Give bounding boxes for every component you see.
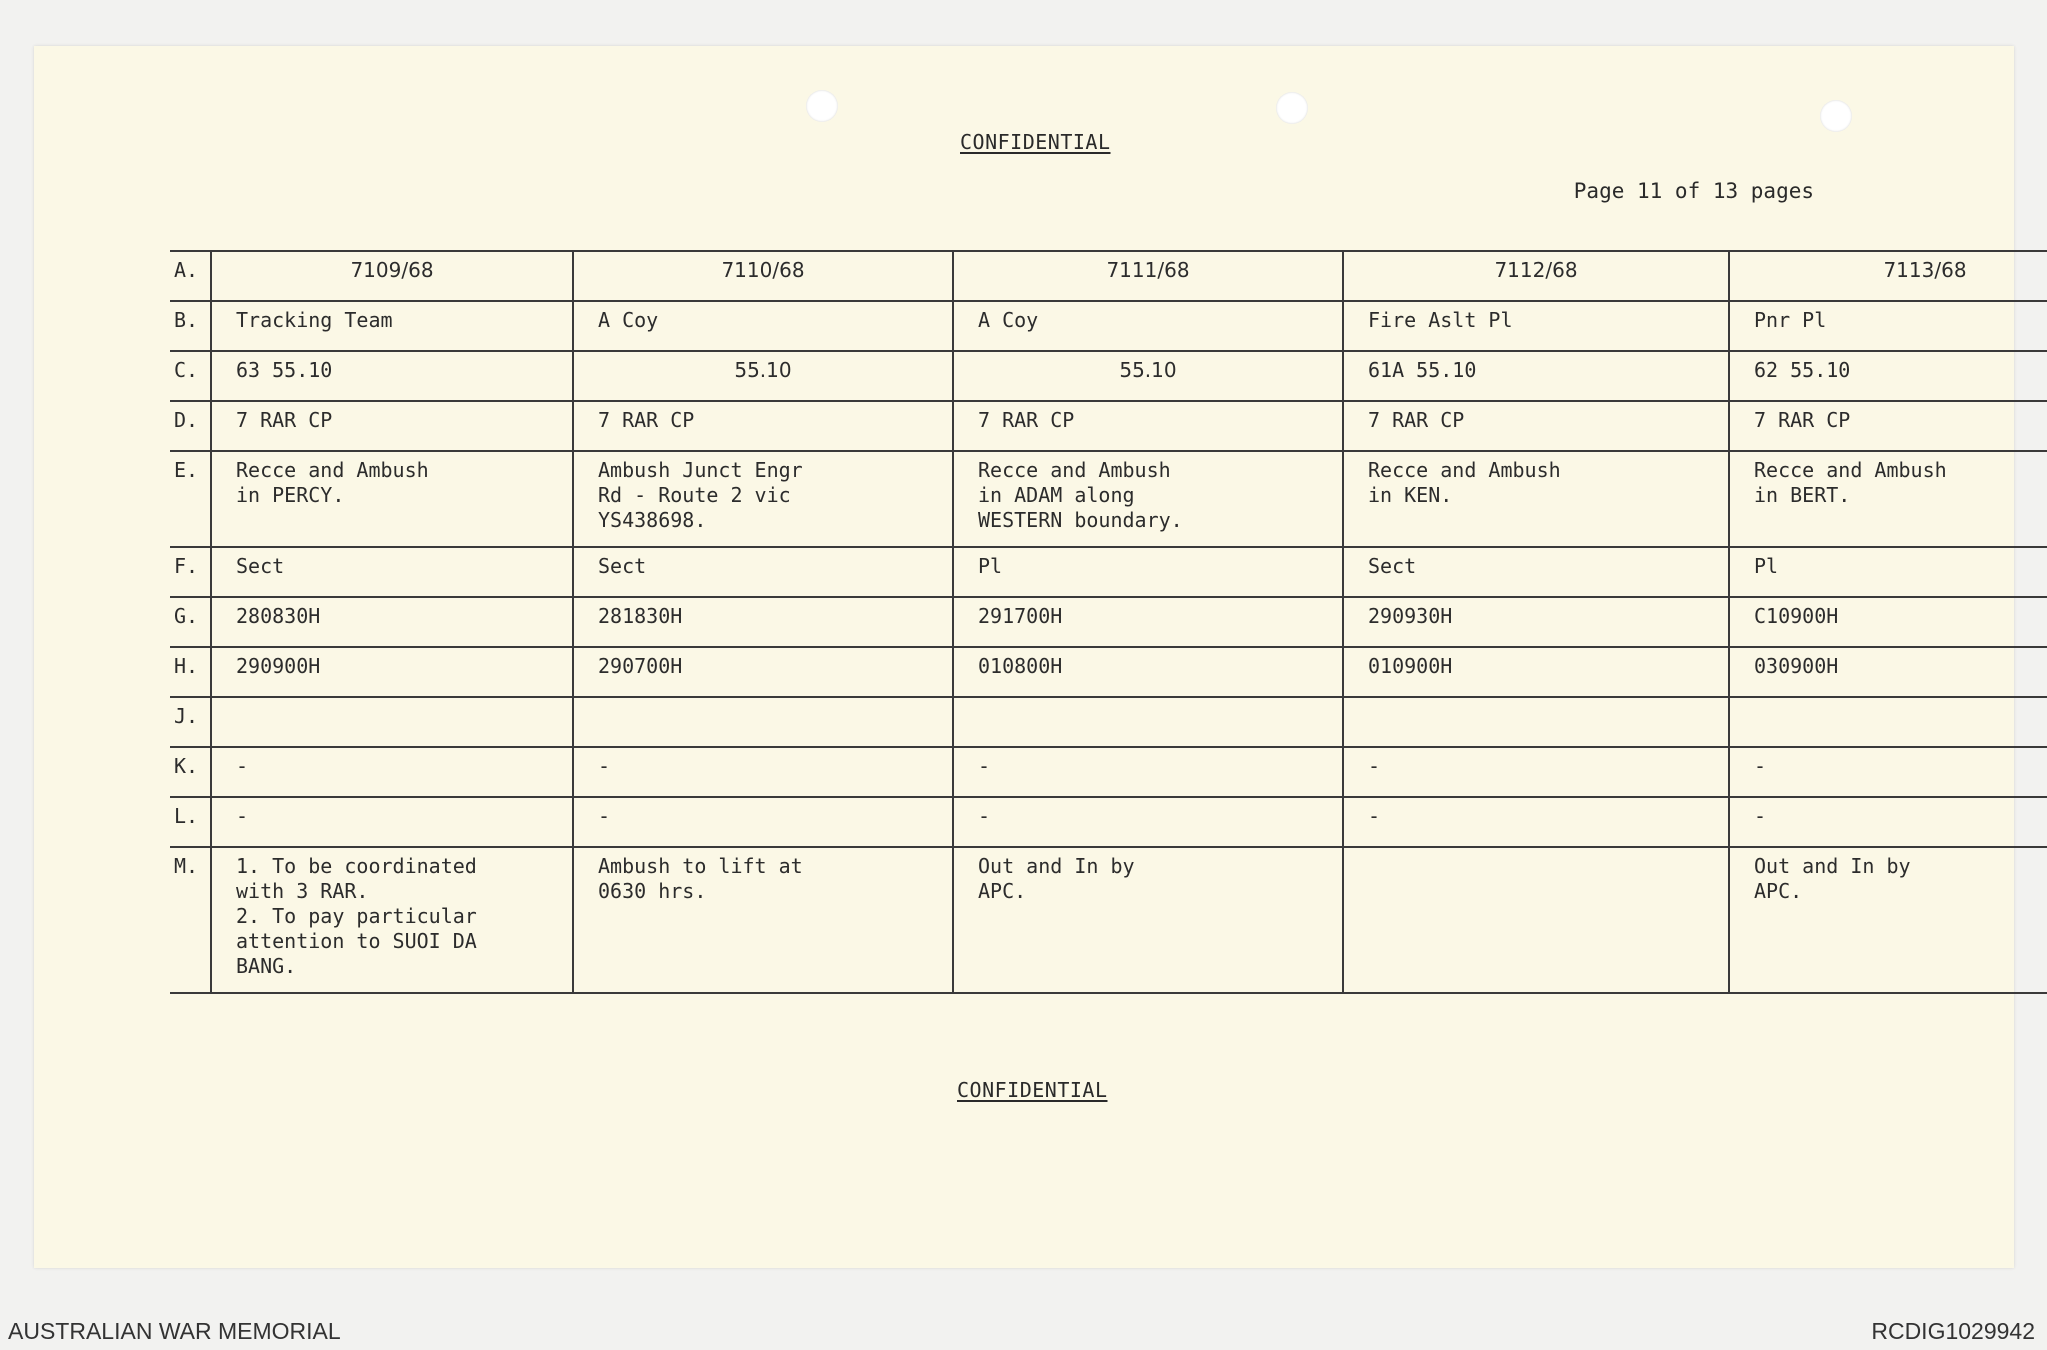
table-cell: 030900H (1729, 647, 2047, 697)
table-cell: A Coy (953, 301, 1343, 351)
table-cell: 7112/68 (1343, 251, 1729, 301)
table-cell (1729, 697, 2047, 747)
table-row (170, 301, 2047, 351)
table-cell: 290900H (211, 647, 573, 697)
table-cell: - (953, 797, 1343, 847)
table-cell: Sect (1343, 547, 1729, 597)
table-cell: Recce and Ambush in PERCY. (211, 451, 573, 547)
table-row (170, 847, 2047, 993)
archive-institution: AUSTRALIAN WAR MEMORIAL (8, 1318, 341, 1344)
table-cell: 010900H (1343, 647, 1729, 697)
row-label: D. (170, 401, 211, 451)
table-cell: Ambush to lift at 0630 hrs. (573, 847, 953, 993)
table-cell: 7 RAR CP (1729, 401, 2047, 451)
table-cell: - (573, 797, 953, 847)
punch-hole (1820, 100, 1852, 132)
table-cell: 55.10 (573, 351, 953, 401)
table-cell: - (573, 747, 953, 797)
table-cell: 7111/68 (953, 251, 1343, 301)
table-cell (1343, 697, 1729, 747)
table-cell: 290700H (573, 647, 953, 697)
row-label: G. (170, 597, 211, 647)
table-cell: 290930H (1343, 597, 1729, 647)
row-label: B. (170, 301, 211, 351)
table-cell: 61A 55.10 (1343, 351, 1729, 401)
table-cell: Recce and Ambush in ADAM along WESTERN boundary. (953, 451, 1343, 547)
table-row (170, 797, 2047, 847)
table-row (170, 697, 2047, 747)
table-cell: 7 RAR CP (573, 401, 953, 451)
table-cell: 63 55.10 (211, 351, 573, 401)
row-label: H. (170, 647, 211, 697)
table-row (170, 401, 2047, 451)
table-cell: - (1729, 797, 2047, 847)
table-cell: 7109/68 (211, 251, 573, 301)
table-cell: 7110/68 (573, 251, 953, 301)
row-label: A. (170, 251, 211, 301)
table-cell: Recce and Ambush in BERT. (1729, 451, 2047, 547)
classification-header: CONFIDENTIAL (960, 130, 1111, 154)
table-cell: - (1343, 747, 1729, 797)
table-cell: Tracking Team (211, 301, 573, 351)
table-row (170, 451, 2047, 547)
table-cell: 7 RAR CP (953, 401, 1343, 451)
row-label: L. (170, 797, 211, 847)
table-cell: 010800H (953, 647, 1343, 697)
table-row (170, 251, 2047, 301)
table-row (170, 747, 2047, 797)
table-cell: 7 RAR CP (1343, 401, 1729, 451)
table-cell: A Coy (573, 301, 953, 351)
table-cell: C10900H (1729, 597, 2047, 647)
table-cell: 291700H (953, 597, 1343, 647)
table-cell: 62 55.10 (1729, 351, 2047, 401)
document-page (34, 46, 2014, 1268)
table-cell (211, 697, 573, 747)
table-cell (1343, 847, 1729, 993)
table-cell: 281830H (573, 597, 953, 647)
table-cell: - (211, 797, 573, 847)
table-cell: - (1343, 797, 1729, 847)
row-label: E. (170, 451, 211, 547)
table-cell: Out and In by APC. (953, 847, 1343, 993)
table-cell: - (211, 747, 573, 797)
table-cell: Recce and Ambush in KEN. (1343, 451, 1729, 547)
table-cell: 1. To be coordinated with 3 RAR. 2. To pay particular attention to SUOI DA BANG. (211, 847, 573, 993)
table-cell: Sect (573, 547, 953, 597)
table-cell: 280830H (211, 597, 573, 647)
table-cell: Pnr Pl (1729, 301, 2047, 351)
table-cell: Sect (211, 547, 573, 597)
operations-table (170, 250, 2047, 994)
table-cell: 7 RAR CP (211, 401, 573, 451)
classification-footer: CONFIDENTIAL (957, 1078, 1108, 1102)
table-cell (953, 697, 1343, 747)
page-indicator: Page 11 of 13 pages (1573, 179, 1814, 203)
archive-reference: RCDIG1029942 (1871, 1318, 2035, 1344)
table-cell: - (953, 747, 1343, 797)
table-cell: 55.10 (953, 351, 1343, 401)
table-cell: - (1729, 747, 2047, 797)
table-cell: Fire Aslt Pl (1343, 301, 1729, 351)
row-label: K. (170, 747, 211, 797)
table-cell: Pl (1729, 547, 2047, 597)
row-label: J. (170, 697, 211, 747)
table-cell: Ambush Junct Engr Rd - Route 2 vic YS438698. (573, 451, 953, 547)
table-cell (573, 697, 953, 747)
table-row (170, 547, 2047, 597)
table-cell: Pl (953, 547, 1343, 597)
row-label: M. (170, 847, 211, 993)
table-row (170, 597, 2047, 647)
table-row (170, 647, 2047, 697)
table-cell: 7113/68 (1729, 251, 2047, 301)
table-row (170, 351, 2047, 401)
punch-hole (1276, 92, 1308, 124)
row-label: F. (170, 547, 211, 597)
punch-hole (806, 90, 838, 122)
table-cell: Out and In by APC. (1729, 847, 2047, 993)
row-label: C. (170, 351, 211, 401)
